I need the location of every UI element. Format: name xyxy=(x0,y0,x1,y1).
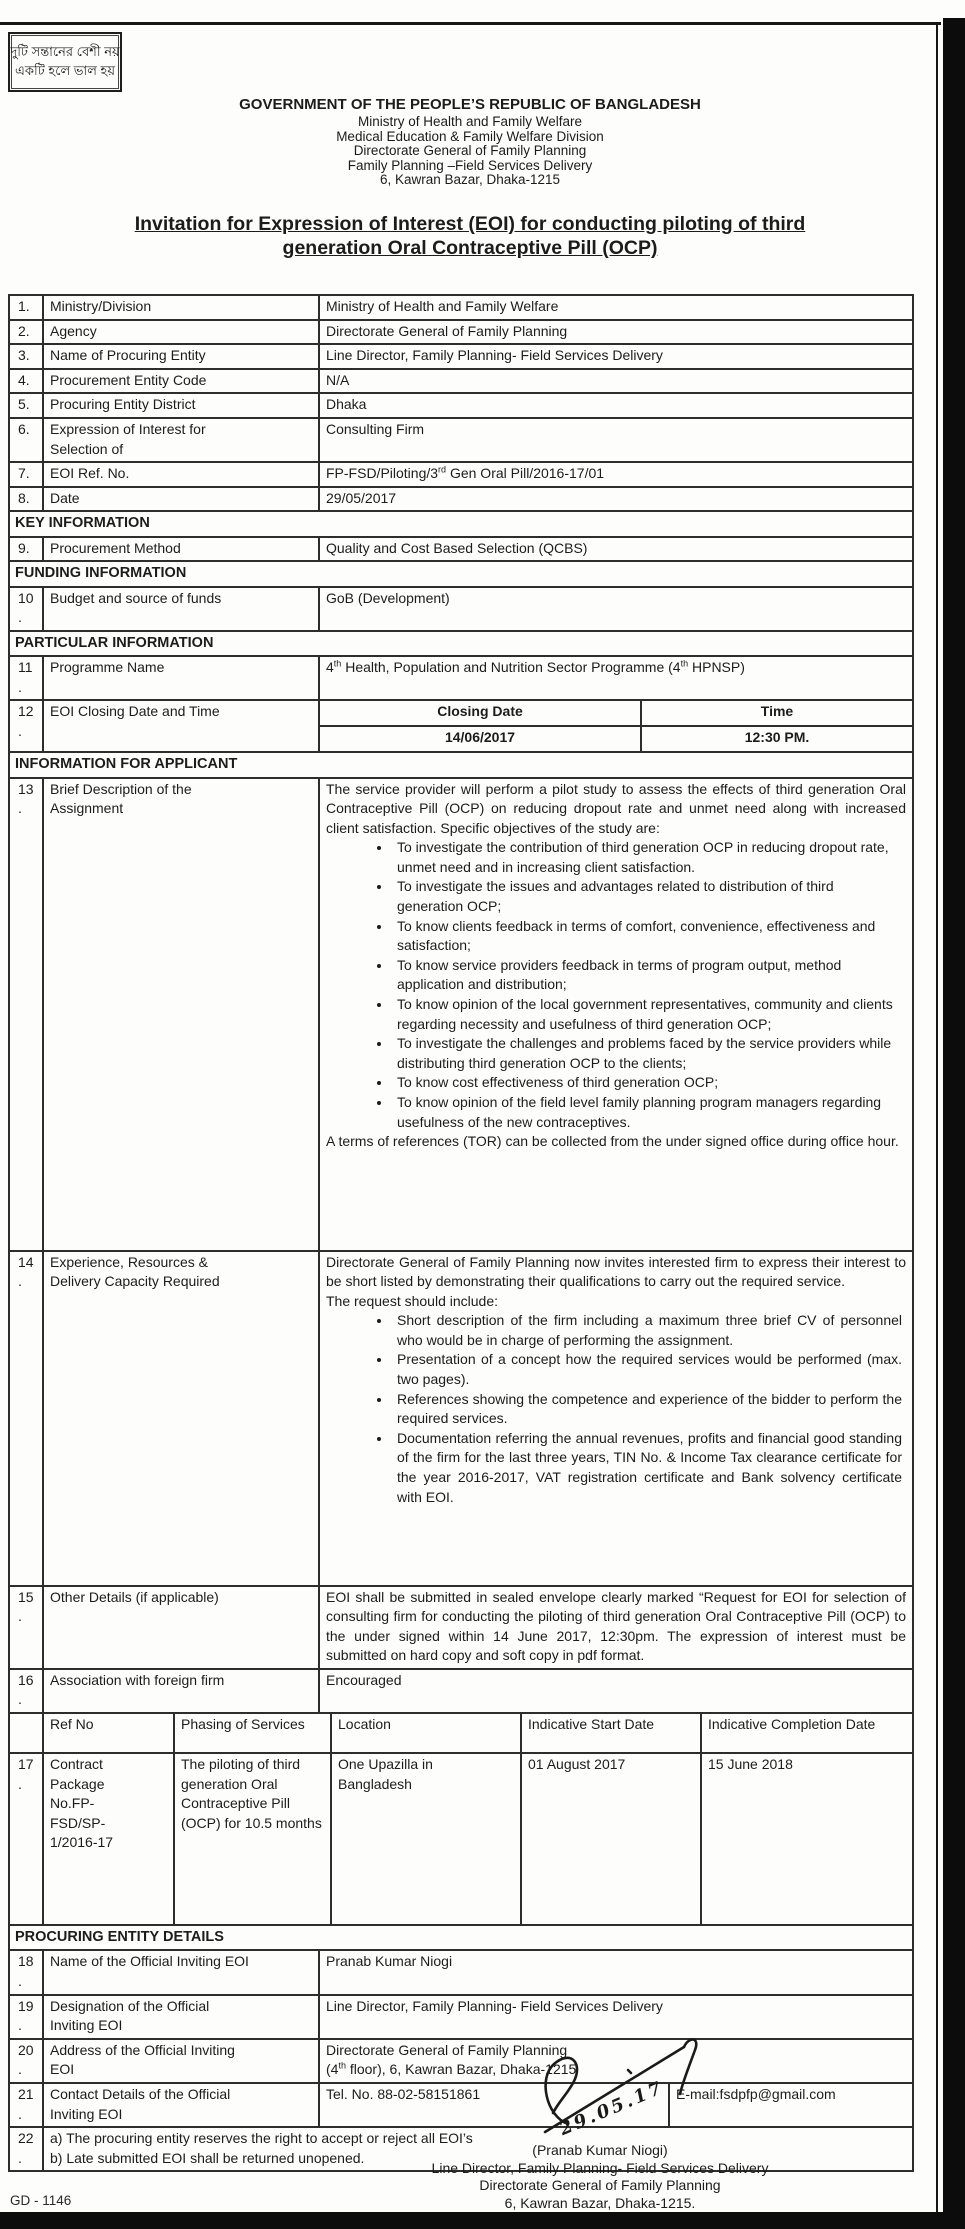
request-item: • References showing the competence and experience of the bidder to perform the required services. xyxy=(392,1390,902,1429)
row-number: 15. xyxy=(9,1586,43,1669)
telephone-cell: Tel. No. 88-02-58151861 xyxy=(319,2083,669,2127)
stamp-line-1: দুটি সন্তানের বেশী নয় xyxy=(10,44,120,60)
objective-item: • To know opinion of the local government representatives, community and clients regarding necessity and usefulness of third generation OCP; xyxy=(392,995,902,1034)
request-items xyxy=(326,1311,906,1507)
assignment-objectives xyxy=(326,838,906,1132)
assignment-outro: A terms of references (TOR) can be collected from the under signed office during office hour. xyxy=(326,1133,899,1150)
signatory-designation: Line Director, Family Planning- Field Services Delivery xyxy=(431,2159,769,2176)
time-header: Time xyxy=(641,700,913,726)
contract-package-table xyxy=(8,1712,914,1926)
table-row xyxy=(9,487,913,512)
row-label: Name of the Official Inviting EOI xyxy=(43,1950,319,1994)
table-row xyxy=(9,1251,913,1586)
table-row xyxy=(9,2039,913,2083)
table-row xyxy=(9,1950,913,1994)
section-information-for-applicant: INFORMATION FOR APPLICANT xyxy=(9,752,913,777)
scan-edge-bottom xyxy=(0,2212,965,2229)
row-value: Line Director, Family Planning- Field Services Delivery xyxy=(319,1995,913,2039)
section-header-row xyxy=(9,752,913,777)
row-label: Contact Details of the Official Inviting EOI xyxy=(43,2083,319,2127)
document-title-line-2: generation Oral Contraceptive Pill (OCP) xyxy=(282,237,658,259)
row-number: 3. xyxy=(9,344,43,369)
row-value xyxy=(319,778,913,1251)
row-value: Encouraged xyxy=(319,1669,913,1713)
table-row xyxy=(9,393,913,418)
table-row xyxy=(9,656,913,700)
row-value: EOI shall be submitted in sealed envelope clearly marked “Request for EOI for selection of consulting firm for conducting the piloting of third generation Oral Contraceptive Pill (OCP) to the under signed within 14 June 2017, 12:30pm. The expression of interest must be submitted on hard copy and soft copy in pdf format. xyxy=(319,1586,913,1669)
table-row xyxy=(9,320,913,345)
row-label: Procurement Entity Code xyxy=(43,369,319,394)
row-value: FP-FSD/Piloting/3rd Gen Oral Pill/2016-17/01 xyxy=(319,462,913,487)
row-number: 19. xyxy=(9,1995,43,2039)
row-number: 8. xyxy=(9,487,43,512)
signature-date: 29.05.17 xyxy=(556,2077,668,2140)
table-row xyxy=(9,462,913,487)
row-label: Address of the Official Inviting EOI xyxy=(43,2039,319,2083)
time-value: 12:30 PM. xyxy=(641,726,913,752)
table-row xyxy=(9,1669,913,1713)
section-funding-information: FUNDING INFORMATION xyxy=(9,561,913,586)
row-label: Other Details (if applicable) xyxy=(43,1586,319,1669)
empty-cell xyxy=(9,1713,43,1753)
closing-date-value: 14/06/2017 xyxy=(319,726,641,752)
row-label: Brief Description of the Assignment xyxy=(43,778,319,1251)
section-header-row xyxy=(9,511,913,536)
row-label: Experience, Resources & Delivery Capacity Required xyxy=(43,1251,319,1586)
document-title xyxy=(0,212,940,260)
signatory-name: (Pranab Kumar Niogi) xyxy=(532,2142,668,2158)
row-number: 11. xyxy=(9,656,43,700)
contract-start-date: 01 August 2017 xyxy=(521,1753,701,1925)
row-number: 9. xyxy=(9,537,43,562)
stamp-line-2: একটি হলে ভাল হয় xyxy=(15,63,115,78)
request-item: • Presentation of a concept how the required services would be performed (max. two pages). xyxy=(392,1350,902,1389)
objective-item: • To know cost effectiveness of third generation OCP; xyxy=(392,1073,902,1093)
reservation-clause-a: a) The procuring entity reserves the right to accept or reject all EOI’s xyxy=(50,2130,473,2147)
table-row xyxy=(9,369,913,394)
table-row xyxy=(9,1586,913,1669)
row-value: Ministry of Health and Family Welfare xyxy=(319,295,913,320)
contract-header-row xyxy=(9,1713,913,1753)
page-right-border xyxy=(936,22,938,2212)
email-cell: E-mail:fsdpfp@gmail.com xyxy=(669,2083,913,2127)
contract-completion-date: 15 June 2018 xyxy=(701,1753,913,1925)
directorate-line: Directorate General of Family Planning xyxy=(353,143,587,159)
row-number: 13. xyxy=(9,778,43,1251)
row-number: 20. xyxy=(9,2039,43,2083)
row-label: EOI Ref. No. xyxy=(43,462,319,487)
row-label: Association with foreign firm xyxy=(43,1669,319,1713)
experience-intro: Directorate General of Family Planning now invites interested firm to express their interest to be short listed by demonstrating their qualifications to carry out the required service. xyxy=(326,1253,906,1290)
row-number: 10. xyxy=(9,587,43,631)
table-row xyxy=(9,537,913,562)
request-item: • Documentation referring the annual revenues, profits and financial good standing of the firm for the last three years, TIN No. & Income Tax clearance certificate for the year 2016-2017, VAT registration certificate and Bank solvency certificate with EOI. xyxy=(392,1429,902,1507)
row-number: 5. xyxy=(9,393,43,418)
row-label: Name of Procuring Entity xyxy=(43,344,319,369)
row-label: Procuring Entity District xyxy=(43,393,319,418)
row-number: 17. xyxy=(9,1753,43,1925)
table-row xyxy=(9,2083,913,2127)
table-row xyxy=(9,1995,913,2039)
section-key-information: KEY INFORMATION xyxy=(9,511,913,536)
contract-row xyxy=(9,1753,913,1925)
row-label: Budget and source of funds xyxy=(43,587,319,631)
row-value: GoB (Development) xyxy=(319,587,913,631)
row-value: Consulting Firm xyxy=(319,418,913,462)
location-header: Location xyxy=(331,1713,521,1753)
assignment-intro: The service provider will perform a pilot study to assess the effects of third generation Oral Contraceptive Pill (OCP) on reducing dropout rate and unmet need along with increased client satisfaction. Specific objectives of the study are: xyxy=(326,780,906,836)
section-header-row xyxy=(9,631,913,656)
row-value: Dhaka xyxy=(319,393,913,418)
row-number: 12. xyxy=(9,700,43,752)
row-value: Directorate General of Family Planning xyxy=(319,320,913,345)
government-title: GOVERNMENT OF THE PEOPLE’S REPUBLIC OF BANGLADESH xyxy=(239,96,701,113)
procuring-entity-table xyxy=(8,1924,914,2172)
objective-item: • To investigate the challenges and problems faced by the service providers while distributing third generation OCP to the clients; xyxy=(392,1034,902,1073)
objective-item: • To investigate the issues and advantages related to distribution of third generation OCP; xyxy=(392,877,902,916)
scan-edge-right xyxy=(943,18,965,2229)
row-value: Pranab Kumar Niogi xyxy=(319,1950,913,1994)
completion-date-header: Indicative Completion Date xyxy=(701,1713,913,1753)
contract-location: One Upazilla in Bangladesh xyxy=(331,1753,521,1925)
row-number: 22. xyxy=(9,2127,43,2171)
row-label: Date xyxy=(43,487,319,512)
bengali-stamp-box xyxy=(8,32,122,92)
row-number: 4. xyxy=(9,369,43,394)
objective-item: • To investigate the contribution of third generation OCP in reducing dropout rate, unmet need and in increasing client satisfaction. xyxy=(392,838,902,877)
contract-phasing: The piloting of third generation Oral Contraceptive Pill (OCP) for 10.5 months xyxy=(174,1753,331,1925)
row-label: Designation of the Official Inviting EOI xyxy=(43,1995,319,2039)
row-label: Agency xyxy=(43,320,319,345)
section-particular-information: PARTICULAR INFORMATION xyxy=(9,631,913,656)
table-row xyxy=(9,344,913,369)
address-line-1: Directorate General of Family Planning xyxy=(326,2041,568,2058)
row-value: Line Director, Family Planning- Field Services Delivery xyxy=(319,344,913,369)
row-number: 14. xyxy=(9,1251,43,1586)
gd-code: GD - 1146 xyxy=(10,2193,72,2208)
row-label: Programme Name xyxy=(43,656,319,700)
row-number: 1. xyxy=(9,295,43,320)
row-value xyxy=(319,1251,913,1586)
row-label: Procurement Method xyxy=(43,537,319,562)
row-label: Ministry/Division xyxy=(43,295,319,320)
row-label: EOI Closing Date and Time xyxy=(43,700,319,752)
row-number: 2. xyxy=(9,320,43,345)
contract-ref-no: Contract Package No.FP-FSD/SP-1/2016-17 xyxy=(43,1753,174,1925)
row-number: 18. xyxy=(9,1950,43,1994)
section-header-row xyxy=(9,1925,913,1950)
document-title-line-1: Invitation for Expression of Interest (EOI) for conducting piloting of third xyxy=(134,213,806,235)
row-number: 21. xyxy=(9,2083,43,2127)
row-number: 7. xyxy=(9,462,43,487)
page-top-border xyxy=(0,22,941,25)
row-value: 4th Health, Population and Nutrition Sector Programme (4th HPNSP) xyxy=(319,656,913,700)
signatory-address: 6, Kawran Bazar, Dhaka-1215. xyxy=(504,2194,696,2211)
table-row xyxy=(9,778,913,1251)
start-date-header: Indicative Start Date xyxy=(521,1713,701,1753)
signatory-office: Directorate General of Family Planning xyxy=(479,2177,721,2194)
row-number: 6. xyxy=(9,418,43,462)
request-item: • Short description of the firm including a maximum three brief CV of personnel who would be in charge of performing the assignment. xyxy=(392,1311,902,1350)
reservation-clause-b: b) Late submitted EOI shall be returned unopened. xyxy=(50,2149,365,2166)
eoi-table-main xyxy=(8,294,914,1714)
objective-item: • To know service providers feedback in terms of program output, method application and distribution; xyxy=(392,956,902,995)
objective-item: • To know clients feedback in terms of comfort, convenience, effectiveness and satisfaction; xyxy=(392,917,902,956)
table-row xyxy=(9,418,913,462)
row-value: Quality and Cost Based Selection (QCBS) xyxy=(319,537,913,562)
table-row xyxy=(9,295,913,320)
ministry-line: Ministry of Health and Family Welfare xyxy=(357,114,583,129)
phasing-header: Phasing of Services xyxy=(174,1713,331,1753)
letterhead xyxy=(0,96,940,188)
table-row xyxy=(9,587,913,631)
experience-request-line: The request should include: xyxy=(326,1292,498,1309)
signatory-block xyxy=(260,2142,940,2212)
row-number: 16. xyxy=(9,1669,43,1713)
row-value: N/A xyxy=(319,369,913,394)
eoi-table xyxy=(8,294,912,2172)
unit-line: Family Planning –Field Services Delivery xyxy=(347,157,593,173)
section-header-row xyxy=(9,561,913,586)
table-row xyxy=(9,700,913,726)
row-label: Expression of Interest for Selection of xyxy=(43,418,319,462)
objective-item: • To know opinion of the field level family planning program managers regarding usefulness of the new contraceptives. xyxy=(392,1093,902,1132)
address-line: 6, Kawran Bazar, Dhaka-1215 xyxy=(379,172,561,188)
address-line-2: (4th floor), 6, Kawran Bazar, Dhaka-1215 xyxy=(326,2060,577,2078)
ref-no-header: Ref No xyxy=(43,1713,174,1753)
row-value: 29/05/2017 xyxy=(319,487,913,512)
closing-date-header: Closing Date xyxy=(319,700,641,726)
section-procuring-entity-details: PROCURING ENTITY DETAILS xyxy=(9,1925,913,1950)
division-line: Medical Education & Family Welfare Division xyxy=(336,128,604,144)
